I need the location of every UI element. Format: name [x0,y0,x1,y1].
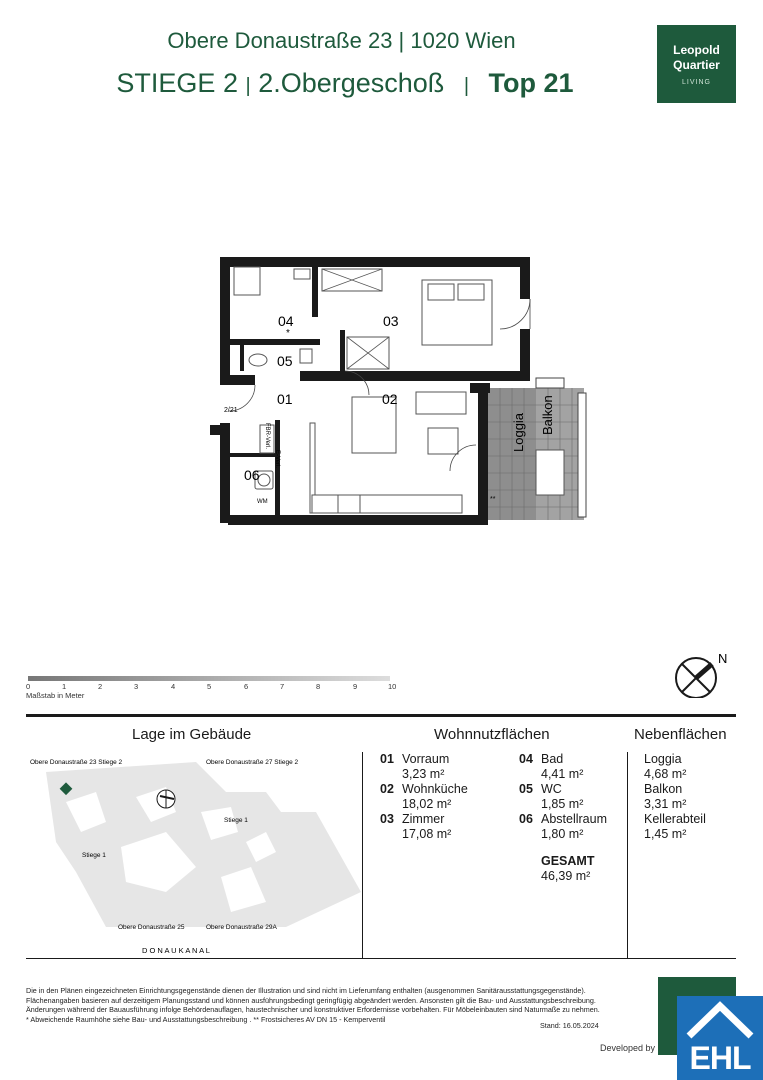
room-entry: 03 Zimmer [380,812,445,826]
secondary-area: 1,45 m² [644,827,687,841]
logo-line1: Leopold [673,43,720,57]
scale-tick: 4 [171,682,176,691]
column-divider [362,752,363,958]
scale-tick: 7 [280,682,285,691]
frost-valve-mark: ** [490,496,496,503]
washing-machine-label: WM [257,499,268,505]
scale-tick: 2 [98,682,103,691]
room-01-label: 01 [277,391,293,407]
legal-text [26,986,606,1024]
scale-tick: 6 [244,682,249,691]
secondary-name: Balkon [644,782,683,796]
room-05-label: 05 [277,353,293,369]
total-label: GESAMT [541,854,595,868]
scale-tick: 0 [26,682,31,691]
room-02-label: 02 [382,391,398,407]
ehl-logo [677,996,763,1080]
location-title: Lage im Gebäude [132,726,252,743]
divider: | [245,75,251,97]
balkon-label: Balkon [540,395,555,435]
address: Obere Donaustraße 23 | 1020 Wien [167,28,516,53]
room-03-label: 03 [383,313,399,329]
scale-caption: Maßstab in Meter [26,691,85,700]
scale-tick: 10 [388,682,397,691]
floor-title [0,68,690,99]
legal-line: Änderungen während der Bauausführung infolge Behördenauflagen, haustechnischer und konstruktiver Erfordernisse vorbehalten. Für Möbeleinbauten sind Naturmaße zu nehmen. [26,1005,600,1015]
scale-tick: 5 [207,682,212,691]
room-area: 18,02 m² [402,797,452,811]
divider-top [26,714,736,717]
secondary-area: 4,68 m² [644,767,687,781]
logo-line2: Quartier [673,58,720,72]
room-entry: 01 Vorraum [380,752,450,766]
leopold-quartier-logo [657,25,736,103]
divider-bottom [26,958,736,959]
scale-tick: 1 [62,682,67,691]
room-area: 1,85 m² [541,797,584,811]
secondary-name: Kellerabteil [644,812,706,826]
developed-by: Developed by [600,1043,656,1053]
legal-line: Die in den Plänen eingezeichneten Einrichtungsgegenstände dienen der Illustration und sind nicht im Lieferumfang enthalten (ausgenommen Sanitärausstattungsgegenstände). [26,986,586,995]
loggia-label: Loggia [511,412,526,452]
door-code: 2/21 [224,407,238,414]
stair-label: STIEGE 2 [116,68,238,98]
room-area: 4,41 m² [541,767,584,781]
unit-label: Top 21 [488,68,574,98]
building-outlines [46,762,361,927]
asterisk-mark: * [286,328,290,339]
map-label-stiege1-left: Stiege 1 [82,852,106,859]
balcony-railing-side [578,393,586,517]
total-value: 46,39 m² [541,869,591,883]
north-label: N [718,651,728,666]
room-04-label: 04 [278,313,294,329]
floor-plan [200,245,600,535]
room-06-label: 06 [244,467,260,483]
room-area: 1,80 m² [541,827,584,841]
room-area: 17,08 m² [402,827,452,841]
divider: | [463,75,470,97]
scale-bar [28,676,390,681]
secondary-list [644,752,744,842]
map-label-od27: Obere Donaustraße 27 Stiege 2 [206,759,299,766]
secondary-title: Nebenflächen [634,726,727,743]
map-label-od23: Obere Donaustraße 23 Stiege 2 [30,759,123,766]
scale-tick: 9 [353,682,358,691]
room-entry: 02 Wohnküche [380,782,468,796]
e-verl-tag: E-Verl. [274,450,280,469]
room-entry: 05 WC [519,782,562,796]
room-area: 3,23 m² [402,767,445,781]
stand-date: Stand: 16.05.2024 [540,1021,599,1030]
map-label-stiege1-right: Stiege 1 [224,817,248,824]
areas-col1 [380,752,515,842]
north-arrow-icon [672,648,732,698]
house-roof-icon [677,998,763,1042]
map-label-od29a: Obere Donaustraße 29A [206,924,277,931]
balcony-railing-top [536,378,564,388]
secondary-name: Loggia [644,752,682,766]
room-entry: 04 Bad [519,752,564,766]
legal-line: * Abweichende Raumhöhe siehe Bau- und Ausstattungsbeschreibung . ** Frostsicheres AV DN 15 - Kemperventil [26,1014,386,1024]
secondary-area: 3,31 m² [644,797,687,811]
ehl-text: EHL [689,1040,751,1076]
areas-title: Wohnnutzflächen [434,726,550,743]
location-map [26,752,361,958]
logo-line3: LIVING [682,79,711,86]
fbr-tag: FBR-Verl. [264,423,270,450]
room-entry: 06 Abstellraum [519,812,607,826]
scale-tick: 3 [134,682,139,691]
floor-label: 2.Obergeschoß [258,68,445,98]
map-label-od25: Obere Donaustraße 25 [118,924,185,931]
legal-line: Flächenangaben basieren auf derzeitigem Planungsstand und können ausführungsbedingt geringfügig abgeändert werden. Ansonsten gilt die Bau- und Ausstattungsbeschreibung. [26,995,596,1005]
canal-label: D O N A U K A N A L [142,946,210,955]
areas-col2 [519,752,629,884]
scale-tick: 8 [316,682,321,691]
